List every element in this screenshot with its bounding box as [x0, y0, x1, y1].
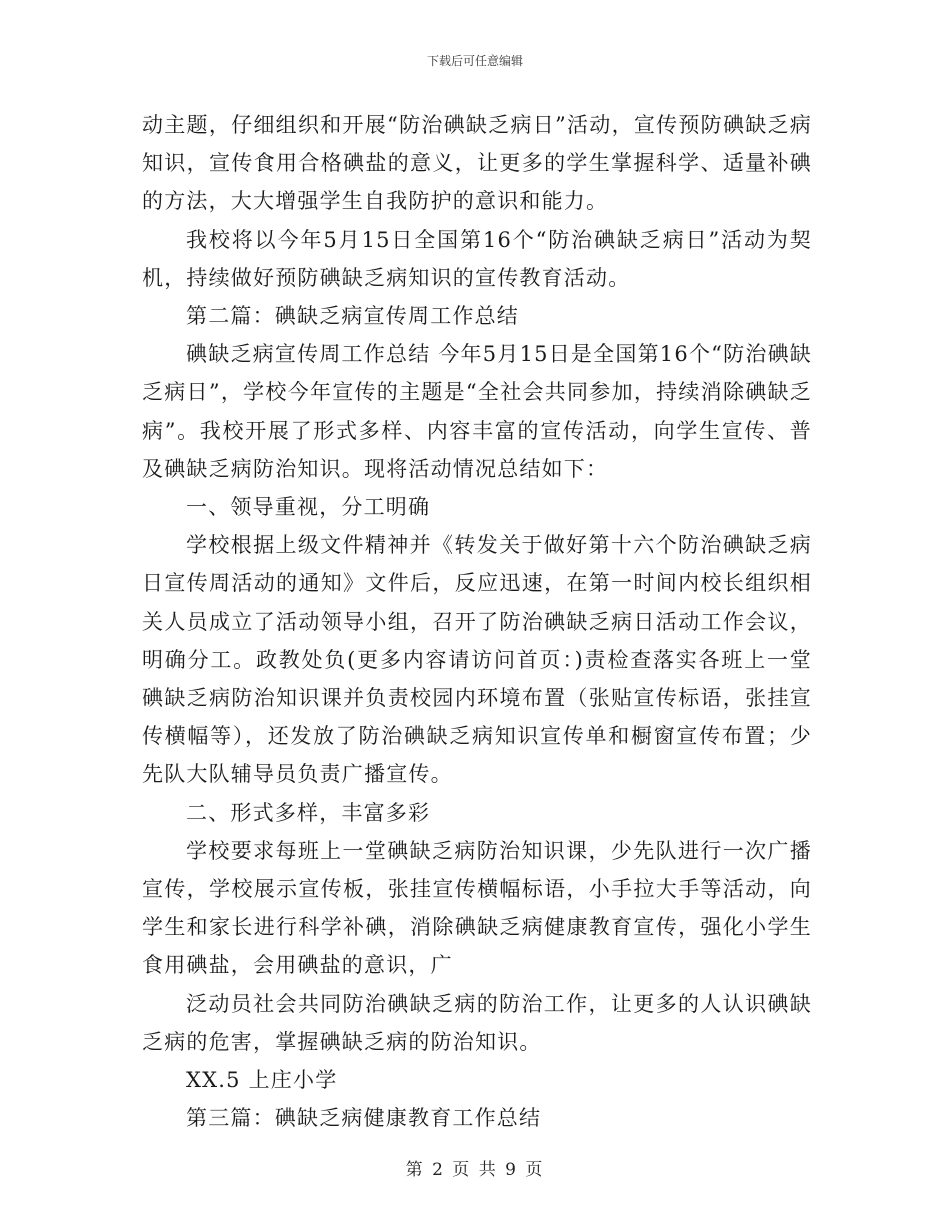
page-header: 下载后可任意编辑: [426, 54, 523, 68]
section-heading-3: 第三篇：碘缺乏病健康教育工作总结: [186, 1106, 542, 1131]
paragraph-6: 泛动员社会共同防治碘缺乏病的防治工作，让更多的人认识碘缺乏病的危害，掌握碘缺乏病的防治知识。: [142, 991, 812, 1054]
section-heading-2: 第二篇：碘缺乏病宣传周工作总结: [186, 304, 519, 329]
paragraph-3: 碘缺乏病宣传周工作总结 今年5月15日是全国第16个“防治碘缺乏病日”，学校今年宣传的主题是“全社会共同参加，持续消除碘缺乏病”。我校开展了形式多样、内容丰富的宣传活动，向学生宣传、普及碘缺乏病防治知识。现将活动情况总结如下：: [142, 342, 812, 481]
paragraph-1: 动主题，仔细组织和开展“防治碘缺乏病日”活动，宣传预防碘缺乏病知识，宣传食用合格碘盐的意义，让更多的学生掌握科学、适量补碘的方法，大大增强学生自我防护的意识和能力。: [142, 113, 812, 214]
paragraph-2: 我校将以今年5月15日全国第16个“防治碘缺乏病日”活动为契机，持续做好预防碘缺乏病知识的宣传教育活动。: [142, 227, 812, 290]
signature-line: XX.5 上庄小学: [186, 1068, 338, 1093]
document-body: [142, 106, 812, 1137]
subheading-2: 二、形式多样，丰富多彩: [186, 800, 431, 825]
paragraph-5: 学校要求每班上一堂碘缺乏病防治知识课，少先队进行一次广播宣传，学校展示宣传板，张挂宣传横幅标语，小手拉大手等活动，向学生和家长进行科学补碘，消除碘缺乏病健康教育宣传，强化小学生食用碘盐，会用碘盐的意识，广: [142, 838, 812, 978]
subheading-1: 一、领导重视，分工明确: [186, 495, 431, 520]
paragraph-4: 学校根据上级文件精神并《转发关于做好第十六个防治碘缺乏病日宣传周活动的通知》文件后，反应迅速，在第一时间内校长组织相关人员成立了活动领导小组，召开了防治碘缺乏病日活动工作会议，明确分工。政教处负(更多内容请访问首页：)责检查落实各班上一堂碘缺乏病防治知识课并负责校园内环境布置（张贴宣传标语，张挂宣传横幅等），还发放了防治碘缺乏病知识宣传单和橱窗宣传布置；少先队大队辅导员负责广播宣传。: [142, 533, 812, 787]
page-number: 第 2 页 共 9 页: [405, 1160, 545, 1180]
